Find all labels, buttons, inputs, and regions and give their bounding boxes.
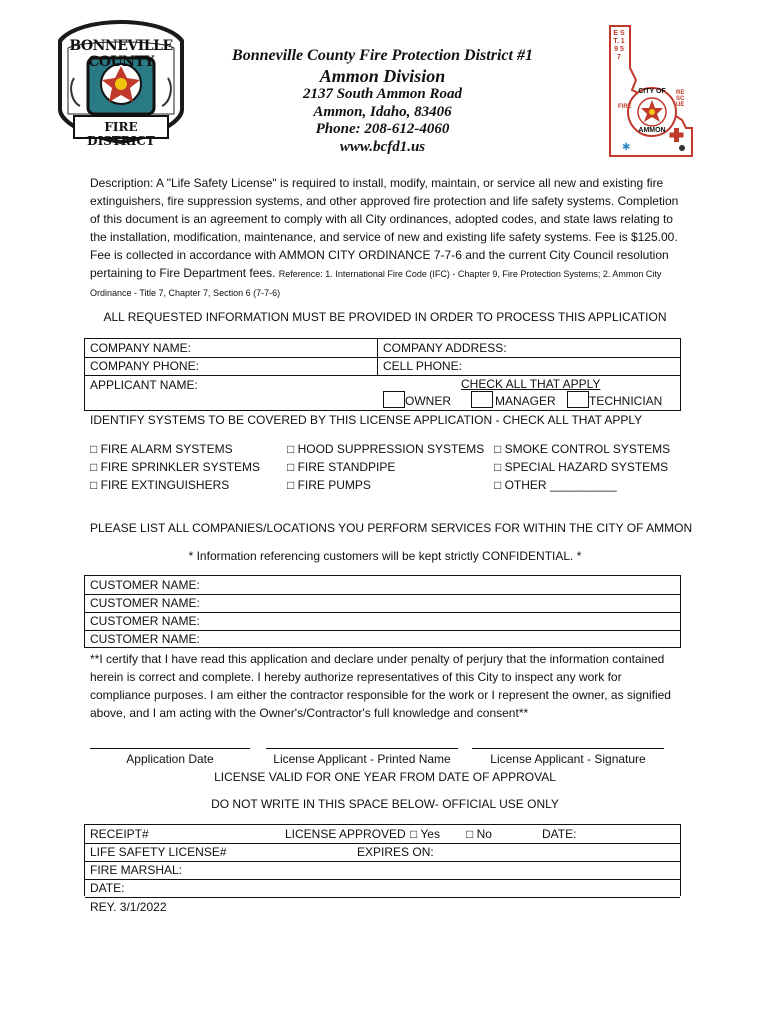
svg-text:✱: ✱ bbox=[622, 142, 631, 153]
reference-text: Reference: 1. International Fire Code (IFC) - Chapter 9, Fire Protection Systems; 2. Ammon City Ordinance - Title 7, Chapter 7, Section 6 (7-7-6) bbox=[90, 269, 662, 298]
company-address-label: COMPANY ADDRESS: bbox=[383, 341, 507, 355]
role-checkboxes bbox=[383, 391, 679, 409]
description-paragraph bbox=[90, 174, 686, 302]
systems-col-1 bbox=[90, 442, 260, 496]
required-notice: ALL REQUESTED INFORMATION MUST BE PROVIDED IN ORDER TO PROCESS THIS APPLICATION bbox=[103, 310, 667, 324]
applicant-name-label: APPLICANT NAME: bbox=[90, 378, 198, 392]
bonneville-fire-district-logo bbox=[52, 18, 190, 146]
printed-name-label: License Applicant - Printed Name bbox=[273, 752, 451, 766]
company-phone-label: COMPANY PHONE: bbox=[90, 359, 199, 373]
application-date-label: Application Date bbox=[126, 752, 214, 766]
system-option-fire-pumps[interactable]: □ FIRE PUMPS bbox=[287, 478, 371, 492]
column-divider bbox=[377, 339, 378, 357]
official-use-box bbox=[84, 824, 681, 896]
fire-marshal-label: FIRE MARSHAL: bbox=[90, 863, 183, 877]
company-name-label: COMPANY NAME: bbox=[90, 341, 191, 355]
logo-ring-left: FIRE bbox=[618, 104, 632, 110]
customer-name-label: CUSTOMER NAME: bbox=[90, 578, 200, 592]
est-vertical-text: E S T. 1 9 5 7 bbox=[613, 30, 625, 61]
application-date-line[interactable] bbox=[90, 748, 250, 749]
technician-label: TECHNICIAN bbox=[589, 394, 663, 408]
fire-marshal-row bbox=[85, 861, 680, 880]
logo-top-text: BONNEVILLE COUNTY bbox=[69, 38, 173, 70]
certification-paragraph: **I certify that I have read this application and declare under penalty of perjury that the information contained herein is correct and complete. I hereby authorize representatives of this City to inspect any work for compliance purposes. I am either the contractor responsible for the work or I represent the owner, as signified above, and I am acting with the Owner's/Contractor's full knowledge and consent** bbox=[90, 652, 671, 720]
expires-on-label: EXPIRES ON: bbox=[357, 845, 434, 859]
official-date-row bbox=[85, 879, 680, 898]
owner-label: OWNER bbox=[405, 394, 451, 408]
website-link[interactable]: www.bcfd1.us bbox=[339, 139, 426, 155]
applicant-info-box bbox=[84, 338, 681, 411]
system-option-special-hazard[interactable]: □ SPECIAL HAZARD SYSTEMS bbox=[494, 460, 669, 474]
life-safety-row bbox=[85, 843, 680, 862]
division-title: Ammon Division bbox=[319, 66, 446, 86]
logo-ring-bottom: AMMON bbox=[638, 127, 666, 134]
system-option-fire-sprinkler[interactable]: □ FIRE SPRINKLER SYSTEMS bbox=[90, 460, 260, 474]
revision-date: REY. 3/1/2022 bbox=[90, 900, 167, 914]
customer-name-label: CUSTOMER NAME: bbox=[90, 596, 200, 610]
approval-date-label: DATE: bbox=[542, 827, 577, 841]
description-text: Description: A "Life Safety License" is required to install, modify, maintain, or service all new and existing fire extinguishers, fire suppression systems, and other approved fire protection and life safety systems. Completion of this document is an agreement to comply with all City ordinances, adopted codes, and state laws relating to the installation, modification, maintenance, and service of new and existing life safety systems. Fee is $125.00. Fee is collected in accordance with AMMON CITY ORDINANCE 7-7-6 and the current City Council resolution pertaining to Fire Department fees. bbox=[90, 176, 679, 280]
customer-row[interactable] bbox=[85, 630, 680, 648]
owner-checkbox[interactable] bbox=[383, 391, 405, 408]
phone-line: Phone: 208-612-4060 bbox=[315, 121, 450, 137]
customer-row[interactable] bbox=[85, 594, 680, 613]
system-option-hood-suppression[interactable]: □ HOOD SUPPRESSION SYSTEMS bbox=[287, 442, 485, 456]
address-line-2: Ammon, Idaho, 83406 bbox=[313, 104, 452, 120]
signature-line[interactable] bbox=[472, 748, 664, 749]
printed-name-line[interactable] bbox=[266, 748, 458, 749]
check-all-label: CHECK ALL THAT APPLY bbox=[461, 377, 601, 391]
cell-phone-label: CELL PHONE: bbox=[383, 359, 462, 373]
district-title: Bonneville County Fire Protection District #1 bbox=[232, 47, 533, 64]
address-line-1: 2137 South Ammon Road bbox=[302, 86, 463, 102]
receipt-label: RECEIPT# bbox=[90, 827, 149, 841]
system-option-fire-standpipe[interactable]: □ FIRE STANDPIPE bbox=[287, 460, 396, 474]
customers-heading: PLEASE LIST ALL COMPANIES/LOCATIONS YOU PERFORM SERVICES FOR WITHIN THE CITY OF AMMON bbox=[90, 521, 693, 535]
system-option-fire-extinguishers[interactable]: □ FIRE EXTINGUISHERS bbox=[90, 478, 230, 492]
systems-heading: IDENTIFY SYSTEMS TO BE COVERED BY THIS LICENSE APPLICATION - CHECK ALL THAT APPLY bbox=[90, 413, 643, 427]
systems-col-2 bbox=[287, 442, 484, 496]
city-of-ammon-logo bbox=[602, 24, 694, 158]
approved-no-checkbox[interactable]: □ No bbox=[466, 827, 492, 841]
manager-label: MANAGER bbox=[495, 394, 556, 408]
license-approved-label: LICENSE APPROVED bbox=[285, 827, 406, 841]
customer-name-label: CUSTOMER NAME: bbox=[90, 614, 200, 628]
logo-bottom-text: FIRE DISTRICT bbox=[87, 120, 155, 148]
system-option-fire-alarm[interactable]: □ FIRE ALARM SYSTEMS bbox=[90, 442, 233, 456]
column-divider bbox=[377, 357, 378, 375]
official-use-notice: DO NOT WRITE IN THIS SPACE BELOW- OFFICIAL USE ONLY bbox=[211, 797, 559, 811]
customer-row[interactable] bbox=[85, 576, 680, 595]
approved-yes-checkbox[interactable]: □ Yes bbox=[410, 827, 440, 841]
system-option-other[interactable]: □ OTHER __________ bbox=[494, 478, 617, 492]
company-name-row bbox=[85, 339, 680, 358]
signature-label: License Applicant - Signature bbox=[490, 752, 646, 766]
logo-ring-right: RESCUE bbox=[676, 90, 685, 108]
life-safety-license-label: LIFE SAFETY LICENSE# bbox=[90, 845, 227, 859]
license-valid-notice: LICENSE VALID FOR ONE YEAR FROM DATE OF APPROVAL bbox=[214, 770, 556, 784]
company-phone-row bbox=[85, 357, 680, 376]
technician-checkbox[interactable] bbox=[567, 391, 589, 408]
customer-row[interactable] bbox=[85, 612, 680, 631]
manager-checkbox[interactable] bbox=[471, 391, 493, 408]
receipt-row bbox=[85, 825, 680, 844]
logo-ring-top: CITY OF bbox=[638, 88, 666, 95]
confidential-notice: * Information referencing customers will be kept strictly CONFIDENTIAL. * bbox=[188, 549, 582, 563]
customer-name-label: CUSTOMER NAME: bbox=[90, 632, 200, 646]
systems-col-3 bbox=[494, 442, 670, 496]
customer-table bbox=[84, 575, 681, 648]
official-date-label: DATE: bbox=[90, 881, 125, 895]
system-option-smoke-control[interactable]: □ SMOKE CONTROL SYSTEMS bbox=[494, 442, 671, 456]
